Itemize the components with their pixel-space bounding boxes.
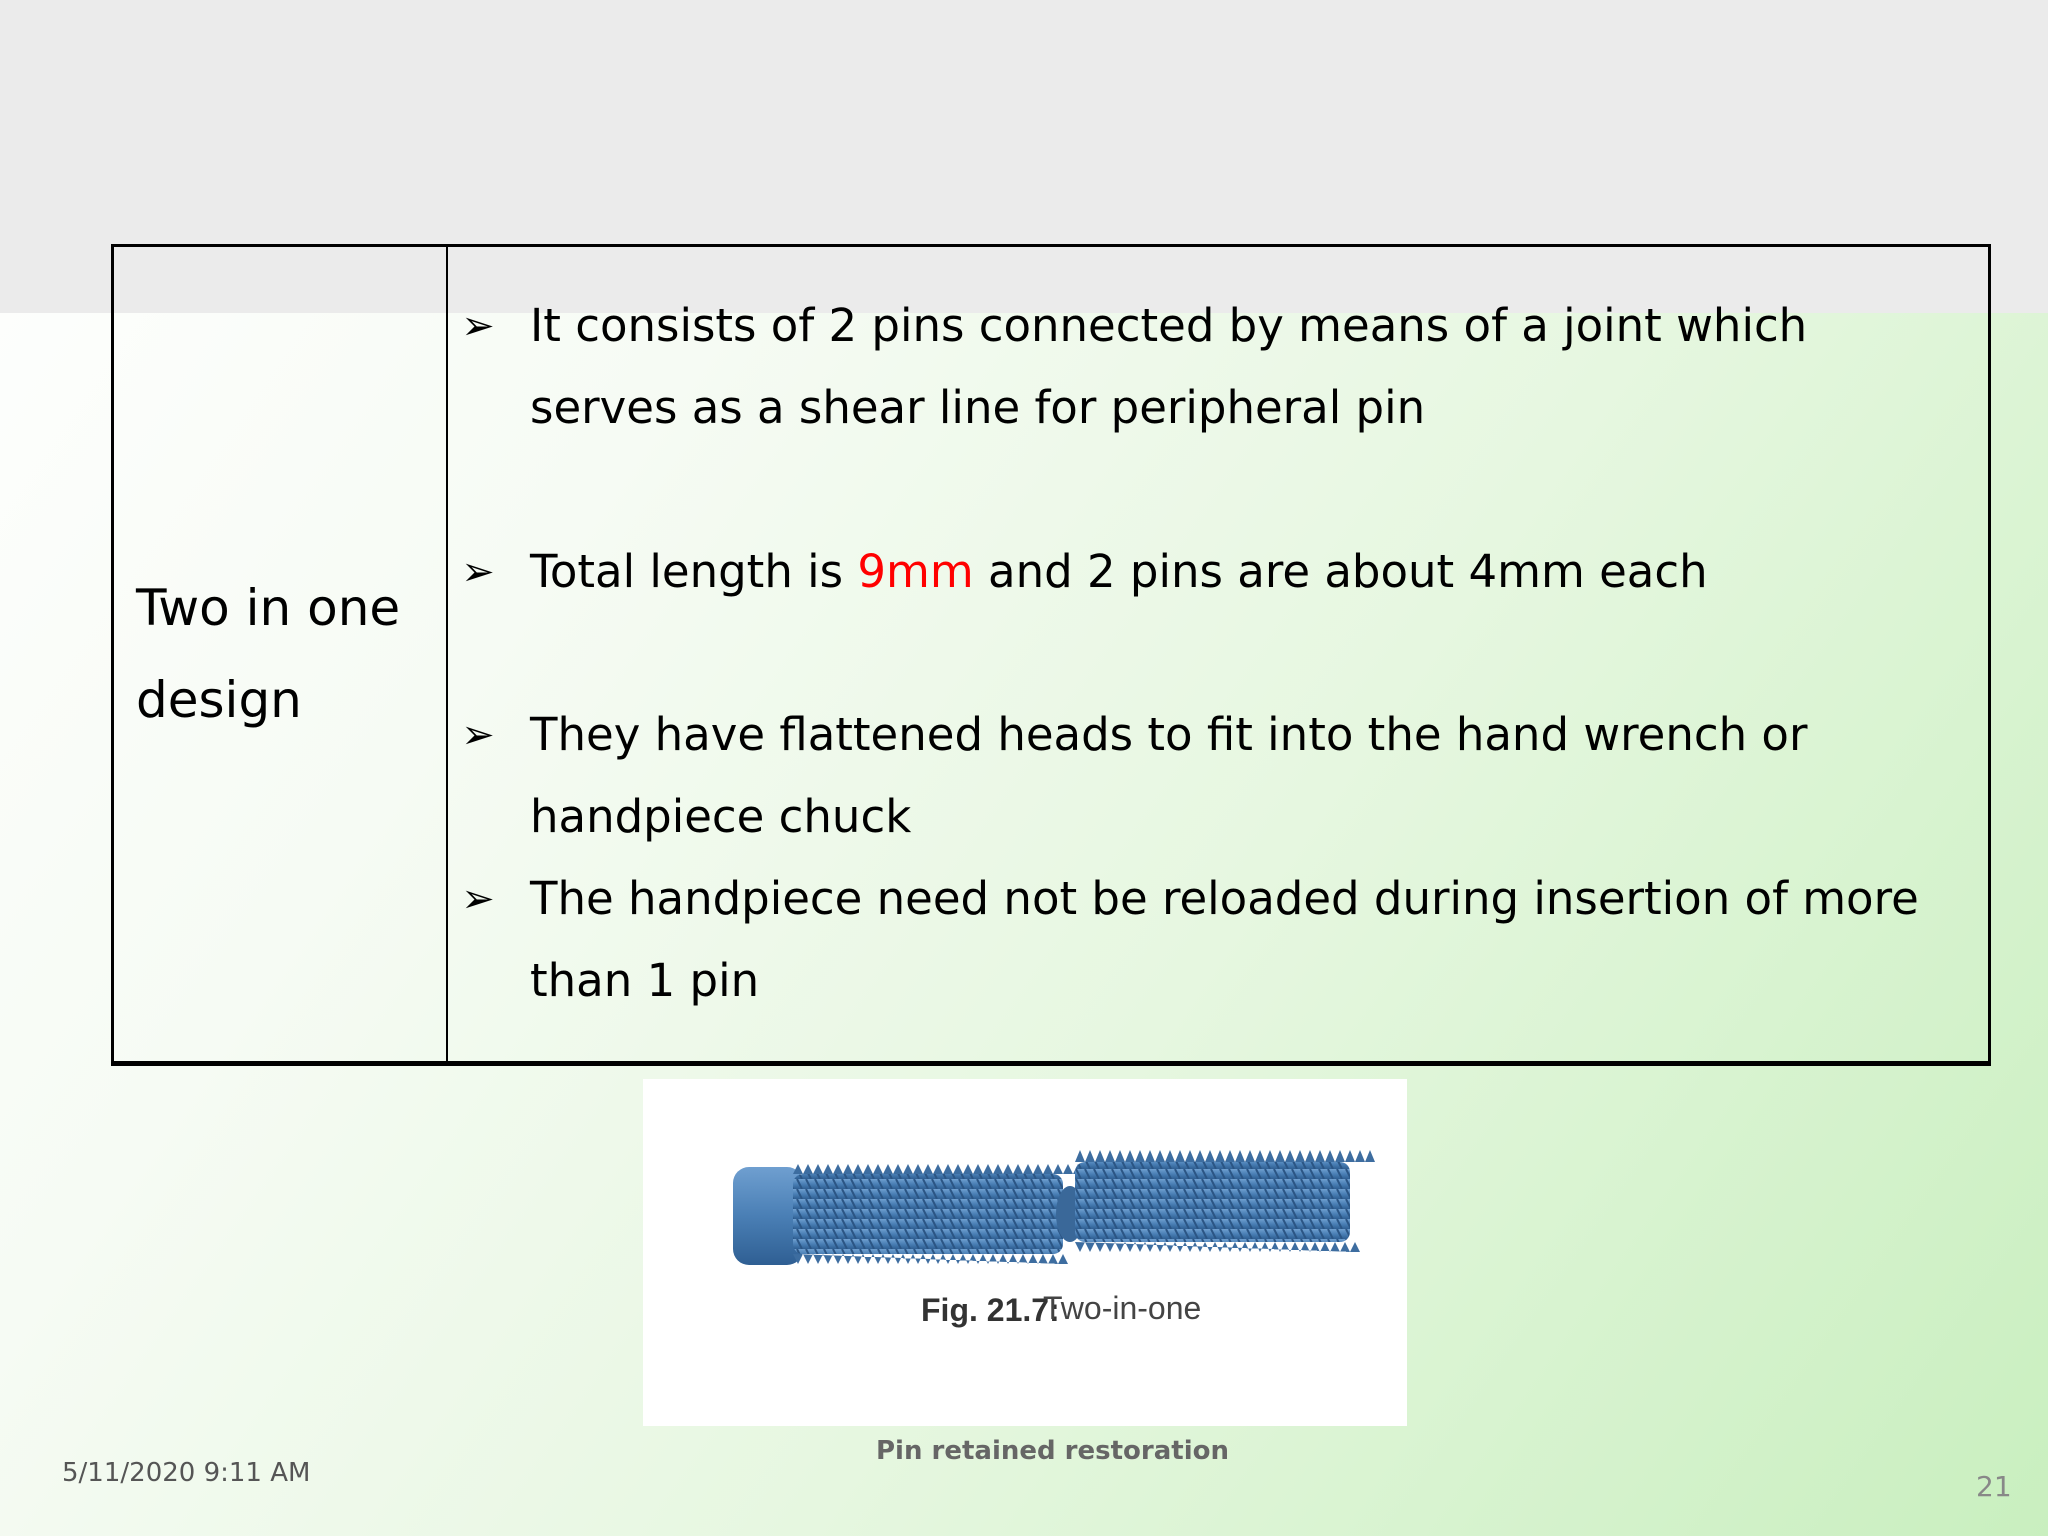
slide-footer-title: Pin retained restoration: [876, 1436, 1229, 1466]
two-in-one-pin-illustration: [643, 1079, 1407, 1426]
bullet-text: They have flattened heads to fit into the hand wrench or handpiece chuck: [530, 708, 1808, 843]
pin-head: [733, 1167, 803, 1265]
arrow-bullet-icon: ➢: [461, 303, 495, 349]
bullet-text: The handpiece need not be reloaded during insertion of more than 1 pin: [530, 872, 1919, 1007]
bullet-text: Total length is: [530, 545, 858, 598]
second-pin-threads-top: [1075, 1150, 1375, 1162]
content-table: [111, 244, 1991, 1066]
bullet-item: [461, 858, 1968, 1022]
second-pin-shank: [1075, 1162, 1350, 1242]
highlight-value: 9mm: [857, 545, 974, 598]
pin-threads-bottom: [793, 1254, 1068, 1264]
bullet-item: [461, 694, 1968, 858]
arrow-bullet-icon: ➢: [461, 549, 495, 595]
arrow-bullet-icon: ➢: [461, 876, 495, 922]
figure-caption-label: Fig. 21.7:: [921, 1292, 1060, 1328]
arrow-bullet-icon: ➢: [461, 712, 495, 758]
pin-threads-top: [793, 1164, 1083, 1174]
slide-page-number: 21: [1976, 1470, 2012, 1503]
slide-datetime: 5/11/2020 9:11 AM: [62, 1458, 311, 1488]
figure-caption-text: Two-in-one: [1043, 1290, 1202, 1326]
second-pin-threads-bottom: [1075, 1242, 1360, 1252]
bullet-text: and 2 pins are about 4mm each: [973, 545, 1708, 598]
bullet-text: It consists of 2 pins connected by means of a joint which serves as a shear line for peripheral pin: [530, 299, 1808, 434]
bullet-item: [461, 531, 1968, 613]
row-label: Two in one design: [113, 246, 448, 1064]
pin-figure: [643, 1079, 1407, 1426]
pin-shank: [793, 1174, 1063, 1254]
bullet-list: [447, 246, 1990, 1064]
bullet-item: [461, 285, 1968, 449]
table-row: [113, 246, 1990, 1064]
